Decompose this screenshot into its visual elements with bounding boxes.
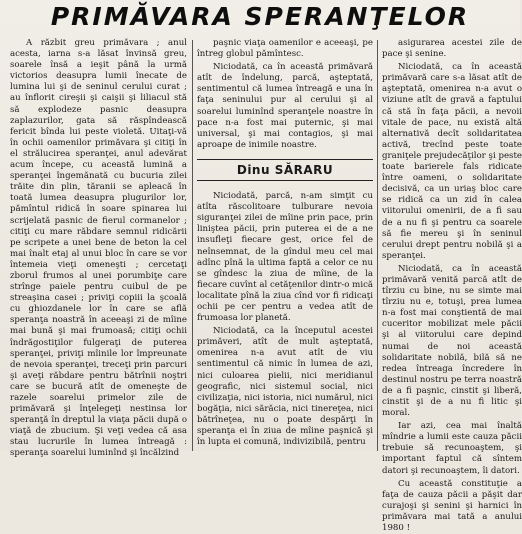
article-column-1 [10, 38, 187, 459]
column-divider [192, 40, 193, 451]
paragraph: A răzbit greu primăvara ; anul acesta, iarna s-a lăsat învinsă greu, soarele însă a ieşit până la urmă victorios deasupra lumii înecate de lumina lui şi de seninul cerului curat ; au înflorit cireşii şi caişii şi liliacul stă să explodeze pasnic deasupra zaplazurilor, gata să răspîndească fericit bînda lui peste violetă. Uitaţi-vă în ochii oamenilor primăvara şi citiţi în el strălucirea speranţei, anul adevărat acum începe, cu această lumină a speranţei îngemănată cu bucuria zilei trăite din plin, tăranii se apleacă în toată lumea deasupra plugurilor lor, pămîntul ridică în soare spinarea lui scrijelată pasnic de fierul cormanelor ; citiţi cu mare răbdare semnul ridicării pe scripete a unei bene de beton la cel mai înalt etaj al unui bloc în care se vor întemeia vieţi omeneşti ; cercetaţi zborul frumos al unei porumbiţe care strînge paiele pentru cuibul de pe streaşina casei ; priviţi copiii la şcoală cu ghiozdanele lor în care se află speranţa noastră în aceeaşi zi de mîine mai bună şi mai frumoasă; citiţi ochii îndrăgostiţilor fulgeraţi de puterea speranţei, priviţi mîinile lor împreunate de nevoia speranţei, treceţi prin parcuri şi aveţi răbdare pentru bătrînii noştri care se bucură atît de omeneşte de razele soarelui primelor zile de primăvară şi înţelegeţi nestinsa lor speranţă în dreptul la viaţa păcii după o viaţă de zbucium. Şi veţi vedea că asa stau lucrurile în lumea întreagă : speranţa soarelui luminînd şi încălzind [10, 38, 187, 459]
article-column-3 [382, 38, 522, 534]
paragraph: asigurarea acestei zile de pace şi senine. [382, 38, 522, 60]
column-divider [377, 40, 378, 451]
paragraph: Niciodată, ca în această primăvară atît de îndelung, parcă, aşteptată, sentimentul că lumea întreagă e una în faţa seninului pur al cerului şi al soarelui luminînd speranţele noastre în pace n-a fost mai puternic, şi mai universal, şi mai contagios, şi mai aproape de inimile noastre. [197, 62, 373, 150]
article-column-2 [197, 38, 373, 451]
paragraph: Niciodată, ca în această primăvară care s-a lăsat atît de aşteptată, omenirea n-a avut o viziune atît de gravă a faptului că stă în faţa păcii, a nevoii vitale de pace, nu există altă alternativă decît solidaritatea activă, trecînd peste toate graniţele prejudecăţilor şi peste toate barierele fals ridicate între oameni, o solidaritate decisivă, ca un uriaş bloc care se ridică ca un zid în calea viitorului omenirii, de a fi sau de a nu fi şi pentru ca soarele să fie mereu şi în seninul cerului drept pentru nobilă şi a speranţei. [382, 62, 522, 261]
author-byline: Dinu SĂRARU [197, 159, 373, 181]
paragraph: Niciodată, ca la începutul acestei primăveri, atît de mult aşteptată, omenirea n-a avut atît de viu sentimentul că nimic în lumea de azi, nici culoarea pielii, nici meridianul geografic, nici sistemul social, nici civilizaţia, nici istoria, nici numărul, nici bogăţia, nici sărăcia, nici tinereţea, nici bătrîneţea, nu o poate despărţi în speranţa ei în ziua de mîine paşnică şi în lupta ei comună, indivizibilă, pentru [197, 326, 373, 448]
paragraph: paşnic viaţa oamenilor e aceeaşi, pe întreg globul pămîntesc. [197, 38, 373, 60]
article-title: PRIMĂVARA SPERANŢELOR [50, 2, 470, 31]
paragraph: Niciodată, parcă, n-am simţit cu atîta răscolitoare tulburare nevoia siguranţei zilei de mîine prin pace, prin liniştea păcii, prin puterea ei de a ne insufleţi fiecare gest, orice fel de neînsemnat, de la gîndul meu cel mai adînc pînă la ultima faptă a celor ce nu se gîndesc la ziua de mîine, de la fiecare cuvînt al cetăţenilor dintr-o mică localitate pînă la ziua cînd vor fi ridicaţi ochii pe cer pentru a vedea atît de frumoasa lor planetă. [197, 191, 374, 324]
paragraph: Cu această constituţie a faţa de cauza păcii a păşit dar curajoşi şi senini şi harnici în primăvara mai tată a anului 1980 ! [382, 478, 522, 534]
paragraph: Iar azi, cea mai înaltă mîndrie a lumii este cauza păcii trebuie să recunoaştem, şi important faptul că sîntem datori şi recunoaştem, îi datori. [382, 421, 522, 476]
paragraph: Niciodată, ca în această primăvară venită parcă atît de tîrziu cu bine, nu se simte mai tîrziu nu e, totuşi, prea lumea n-a fost mai conştientă de mai cuceritor mobilizat mele păcii şi al viitorului care depind numai de noi această solidaritate nobilă, bilă să ne redea întreaga încredere în destinul nostru pe terra noastră de a fi paşnic, cinstit şi liberă, cinstit şi de a nu fi litic şi moral. [382, 263, 522, 419]
